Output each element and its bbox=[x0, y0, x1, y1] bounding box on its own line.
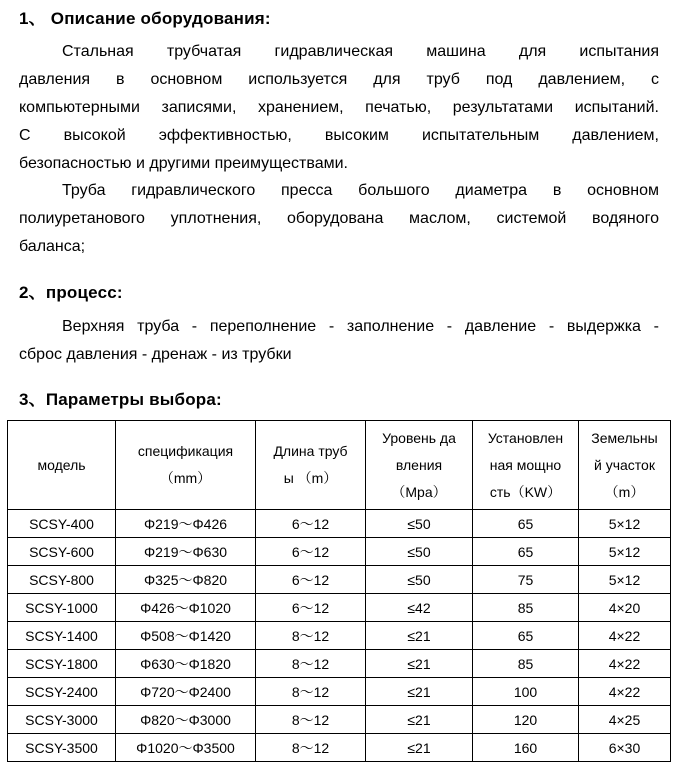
cell-power: 85 bbox=[473, 650, 579, 678]
section-2-paragraph bbox=[19, 313, 659, 369]
table-row bbox=[8, 538, 671, 566]
cell-land-area: 4×25 bbox=[579, 706, 671, 734]
cell-pressure: ≤21 bbox=[366, 734, 473, 762]
table-row bbox=[8, 706, 671, 734]
header-line: Уровень да bbox=[382, 429, 456, 446]
section-1-paragraph-1 bbox=[19, 38, 659, 178]
cell-power: 85 bbox=[473, 594, 579, 622]
cell-power: 75 bbox=[473, 566, 579, 594]
section-1-heading: 1、 Описание оборудования: bbox=[19, 9, 271, 28]
cell-model: SCSY-600 bbox=[8, 538, 116, 566]
cell-land-area: 4×20 bbox=[579, 594, 671, 622]
header-specification bbox=[116, 421, 256, 510]
paragraph-line: компьютерными записями, хранением, печатью, результатами испытаний. bbox=[19, 99, 659, 116]
cell-specification: Φ426～Φ1020 bbox=[116, 594, 256, 622]
header-pipe-length bbox=[256, 421, 366, 510]
paragraph-line: баланса; bbox=[19, 238, 86, 255]
cell-pressure: ≤21 bbox=[366, 678, 473, 706]
cell-model: SCSY-1400 bbox=[8, 622, 116, 650]
header-line: （Mpa） bbox=[391, 483, 447, 500]
cell-model: SCSY-2400 bbox=[8, 678, 116, 706]
section-3-heading: 3、Параметры выбора: bbox=[19, 390, 222, 409]
cell-pipe-length: 8～12 bbox=[256, 678, 366, 706]
header-line: ы （m） bbox=[283, 470, 338, 486]
header-model bbox=[8, 421, 116, 510]
header-line: ная мощно bbox=[489, 456, 562, 473]
cell-power: 160 bbox=[473, 734, 579, 762]
cell-pressure: ≤50 bbox=[366, 510, 473, 538]
table-row bbox=[8, 734, 671, 762]
paragraph-line: полиуретанового уплотнения, оборудована маслом, системой водяного bbox=[19, 210, 659, 227]
header-line: （mm） bbox=[159, 470, 212, 486]
cell-pipe-length: 6～12 bbox=[256, 510, 366, 538]
paragraph-line: сброс давления - дренаж - из трубки bbox=[19, 346, 292, 363]
cell-land-area: 4×22 bbox=[579, 650, 671, 678]
header-land-area bbox=[579, 421, 671, 510]
cell-pipe-length: 8～12 bbox=[256, 650, 366, 678]
cell-specification: Φ720～Φ2400 bbox=[116, 678, 256, 706]
cell-pipe-length: 6～12 bbox=[256, 594, 366, 622]
header-pressure-level bbox=[366, 421, 473, 510]
table-header-row bbox=[8, 421, 671, 510]
cell-power: 120 bbox=[473, 706, 579, 734]
header-line: Земельны bbox=[591, 429, 658, 446]
cell-land-area: 6×30 bbox=[579, 734, 671, 762]
cell-model: SCSY-3000 bbox=[8, 706, 116, 734]
cell-land-area: 5×12 bbox=[579, 538, 671, 566]
cell-power: 65 bbox=[473, 622, 579, 650]
section-1-paragraph-2 bbox=[19, 177, 659, 261]
cell-specification: Φ219～Φ630 bbox=[116, 538, 256, 566]
cell-pressure: ≤21 bbox=[366, 706, 473, 734]
cell-model: SCSY-1000 bbox=[8, 594, 116, 622]
header-line: Длина труб bbox=[273, 443, 348, 459]
cell-specification: Φ325～Φ820 bbox=[116, 566, 256, 594]
cell-specification: Φ820～Φ3000 bbox=[116, 706, 256, 734]
paragraph-line: Верхняя труба - переполнение - заполнение - давление - выдержка - bbox=[62, 318, 659, 335]
table-row bbox=[8, 566, 671, 594]
cell-pressure: ≤42 bbox=[366, 594, 473, 622]
cell-pressure: ≤21 bbox=[366, 650, 473, 678]
cell-pressure: ≤50 bbox=[366, 566, 473, 594]
header-line: （m） bbox=[604, 483, 645, 500]
paragraph-line: Труба гидравлического пресса большого диаметра в основном bbox=[62, 182, 659, 199]
cell-land-area: 5×12 bbox=[579, 510, 671, 538]
header-line: Установлен bbox=[487, 429, 564, 446]
section-2-heading: 2、процесс: bbox=[19, 283, 123, 302]
cell-model: SCSY-3500 bbox=[8, 734, 116, 762]
cell-specification: Φ1020～Φ3500 bbox=[116, 734, 256, 762]
cell-power: 100 bbox=[473, 678, 579, 706]
cell-pressure: ≤21 bbox=[366, 622, 473, 650]
cell-pipe-length: 8～12 bbox=[256, 622, 366, 650]
table-body bbox=[8, 510, 671, 762]
parameters-table bbox=[7, 420, 671, 762]
cell-pipe-length: 8～12 bbox=[256, 706, 366, 734]
cell-pipe-length: 6～12 bbox=[256, 538, 366, 566]
table-row bbox=[8, 594, 671, 622]
header-line: модель bbox=[37, 456, 86, 473]
paragraph-line: С высокой эффективностью, высоким испытательным давлением, bbox=[19, 127, 659, 144]
header-installed-power bbox=[473, 421, 579, 510]
table-row bbox=[8, 510, 671, 538]
header-line: сть（KW） bbox=[489, 483, 562, 500]
header-line: вления bbox=[395, 456, 443, 473]
cell-land-area: 5×12 bbox=[579, 566, 671, 594]
cell-pipe-length: 6～12 bbox=[256, 566, 366, 594]
paragraph-line: Стальная трубчатая гидравлическая машина для испытания bbox=[62, 43, 659, 60]
table-row bbox=[8, 650, 671, 678]
cell-specification: Φ508～Φ1420 bbox=[116, 622, 256, 650]
cell-power: 65 bbox=[473, 510, 579, 538]
paragraph-line: безопасностью и другими преимуществами. bbox=[19, 155, 348, 172]
header-line: спецификация bbox=[137, 443, 234, 459]
cell-land-area: 4×22 bbox=[579, 678, 671, 706]
cell-land-area: 4×22 bbox=[579, 622, 671, 650]
table-row bbox=[8, 678, 671, 706]
cell-pressure: ≤50 bbox=[366, 538, 473, 566]
cell-power: 65 bbox=[473, 538, 579, 566]
cell-model: SCSY-400 bbox=[8, 510, 116, 538]
cell-model: SCSY-800 bbox=[8, 566, 116, 594]
cell-model: SCSY-1800 bbox=[8, 650, 116, 678]
paragraph-line: давления в основном используется для труб под давлением, с bbox=[19, 71, 659, 88]
cell-specification: Φ219～Φ426 bbox=[116, 510, 256, 538]
table-row bbox=[8, 622, 671, 650]
header-line: й участок bbox=[594, 456, 655, 473]
cell-pipe-length: 8～12 bbox=[256, 734, 366, 762]
cell-specification: Φ630～Φ1820 bbox=[116, 650, 256, 678]
